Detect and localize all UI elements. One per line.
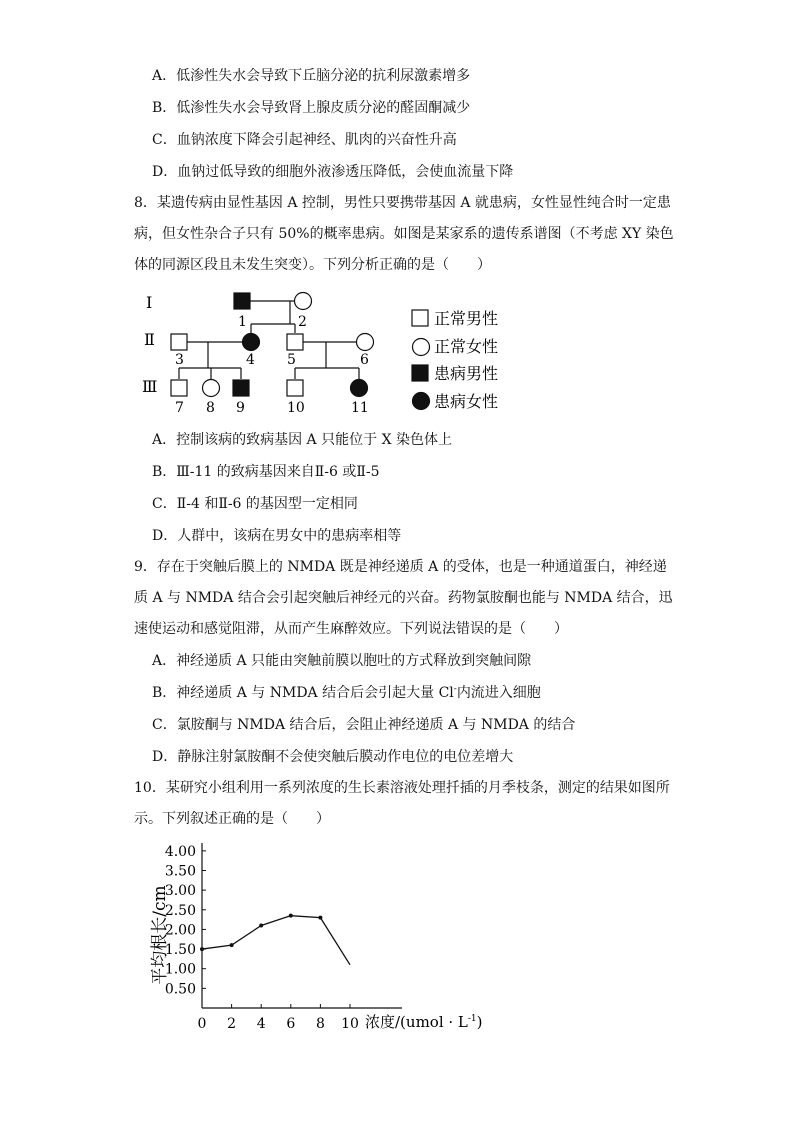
individual-number-7: 7 bbox=[175, 400, 184, 416]
individual-number-6: 6 bbox=[360, 352, 369, 368]
chart-data-point bbox=[200, 947, 204, 951]
legend-affected-male-symbol bbox=[412, 365, 428, 381]
individual-6-normal-female bbox=[357, 334, 374, 351]
individual-5-normal-male bbox=[287, 334, 303, 350]
q9-option-b-text: B．神经递质 A 与 NMDA 结合后会引起大量 Cl bbox=[152, 685, 454, 701]
pedigree-diagram bbox=[140, 288, 540, 418]
legend-affected-male: 患病男性 bbox=[434, 364, 499, 383]
root-length-chart bbox=[140, 835, 500, 1040]
q7-option-d: D．血钠过低导致的细胞外液渗透压降低，会使血流量下降 bbox=[152, 164, 514, 180]
chart-x-axis-label bbox=[365, 1013, 483, 1031]
q9-stem-line-2: 质 A 与 NMDA 结合会引起突触后神经元的兴奋。药物氯胺酮也能与 NMDA 结合，迅 bbox=[134, 590, 673, 606]
individual-number-5: 5 bbox=[287, 352, 296, 368]
q8-stem-line-1: 8．某遗传病由显性基因 A 控制，男性只要携带基因 A 就患病，女性显性纯合时一定患 bbox=[134, 195, 671, 211]
legend-normal-male-symbol bbox=[412, 310, 428, 326]
chart-x-tick-label: 4 bbox=[256, 1016, 266, 1032]
q9-option-c: C．氯胺酮与 NMDA 结合后，会阻止神经递质 A 与 NMDA 的结合 bbox=[152, 717, 576, 733]
q9-option-b-tail: 内流进入细胞 bbox=[456, 685, 541, 701]
q8-option-b: B．Ⅲ-11 的致病基因来自Ⅱ-6 或Ⅱ-5 bbox=[152, 464, 380, 480]
individual-1-affected-male bbox=[234, 293, 250, 309]
q7-option-c: C．血钠浓度下降会引起神经、肌肉的兴奋性升高 bbox=[152, 132, 457, 148]
q9-option-a: A．神经递质 A 只能由突触前膜以胞吐的方式释放到突触间隙 bbox=[152, 653, 532, 669]
q8-stem-line-3: 体的同源区段且未发生突变）。下列分析正确的是（ ） bbox=[134, 257, 491, 273]
individual-number-9: 9 bbox=[236, 400, 245, 416]
chart-x-tick-label: 2 bbox=[227, 1016, 237, 1032]
q8-option-a: A．控制该病的致病基因 A 只能位于 X 染色体上 bbox=[152, 432, 452, 448]
individual-number-11: 11 bbox=[351, 400, 369, 416]
individual-4-affected-female bbox=[243, 334, 260, 351]
q8-option-c: C．Ⅱ-4 和Ⅱ-6 的基因型一定相同 bbox=[152, 496, 358, 512]
individual-11-affected-female bbox=[351, 380, 368, 397]
q9-option-d: D．静脉注射氯胺酮不会使突触后膜动作电位的电位差增大 bbox=[152, 749, 514, 765]
q7-option-a: A．低渗性失水会导致下丘脑分泌的抗利尿激素增多 bbox=[152, 68, 471, 84]
q9-option-b bbox=[152, 683, 541, 703]
chart-y-tick-label: 0.50 bbox=[164, 981, 196, 998]
q8-stem-line-2: 病，但女性杂合子只有 50%的概率患病。如图是某家系的遗传系谱图（不考虑 XY 染色 bbox=[134, 226, 674, 242]
chart-data-point bbox=[230, 943, 234, 947]
legend-affected-female-symbol bbox=[413, 393, 430, 410]
individual-number-8: 8 bbox=[206, 400, 215, 416]
individual-number-2: 2 bbox=[298, 314, 307, 330]
generation-label-ii: Ⅱ bbox=[144, 330, 155, 349]
chart-x-tick-label: 10 bbox=[341, 1016, 359, 1032]
q9-stem-line-3: 速使运动和感觉阻滞，从而产生麻醉效应。下列说法错误的是（ ） bbox=[134, 621, 568, 637]
chart-series-line bbox=[202, 916, 350, 965]
generation-label-iii: Ⅲ bbox=[142, 377, 158, 396]
chart-y-tick-label: 1.00 bbox=[164, 961, 196, 978]
q8-option-d: D．人群中，该病在男女中的患病率相等 bbox=[152, 528, 402, 544]
individual-8-normal-female bbox=[203, 380, 220, 397]
q10-stem-line-2: 示。下列叙述正确的是（ ） bbox=[134, 811, 330, 827]
chart-y-tick-label: 4.00 bbox=[164, 843, 196, 860]
chart-y-tick-label: 1.50 bbox=[164, 942, 196, 959]
q10-stem-line-1: 10．某研究小组利用一系列浓度的生长素溶液处理扦插的月季枝条，测定的结果如图所 bbox=[134, 780, 670, 796]
individual-9-affected-male bbox=[233, 380, 249, 396]
generation-label-i: Ⅰ bbox=[146, 293, 153, 312]
legend-normal-female: 正常女性 bbox=[434, 337, 499, 356]
chart-x-tick-label: 6 bbox=[286, 1016, 296, 1032]
chart-x-axis-label-sup: -1 bbox=[467, 1014, 477, 1024]
chart-data-point bbox=[259, 924, 263, 928]
chart-x-tick-label: 0 bbox=[197, 1016, 207, 1032]
chart-x-axis-label-close: ) bbox=[476, 1013, 483, 1031]
chart-x-axis-label-main: 浓度/(umol · L bbox=[365, 1013, 468, 1031]
individual-number-4: 4 bbox=[246, 352, 255, 368]
individual-7-normal-male bbox=[171, 380, 187, 396]
chart-y-tick-label: 3.50 bbox=[164, 863, 196, 880]
chart-data-point bbox=[318, 916, 322, 920]
chart-y-tick-label: 2.50 bbox=[164, 902, 196, 919]
chart-x-tick-label: 8 bbox=[315, 1016, 325, 1032]
individual-number-10: 10 bbox=[287, 400, 305, 416]
individual-number-1: 1 bbox=[238, 314, 247, 330]
q9-option-b-superscript: - bbox=[453, 684, 457, 695]
chart-y-axis-label: 平均根长/cm bbox=[150, 885, 170, 985]
legend-affected-female: 患病女性 bbox=[434, 392, 499, 411]
individual-number-3: 3 bbox=[175, 352, 184, 368]
legend-normal-female-symbol bbox=[413, 339, 430, 356]
legend-normal-male: 正常男性 bbox=[434, 309, 499, 328]
individual-10-normal-male bbox=[287, 380, 303, 396]
individual-2-normal-female bbox=[295, 293, 312, 310]
chart-y-tick-label: 3.00 bbox=[164, 883, 196, 900]
chart-y-tick-label: 2.00 bbox=[164, 922, 196, 939]
q7-option-b: B．低渗性失水会导致肾上腺皮质分泌的醛固酮减少 bbox=[152, 100, 471, 116]
q9-stem-line-1: 9．存在于突触后膜上的 NMDA 既是神经递质 A 的受体，也是一种通道蛋白，神经递 bbox=[134, 559, 667, 575]
chart-data-point bbox=[289, 914, 293, 918]
individual-3-normal-male bbox=[171, 334, 187, 350]
